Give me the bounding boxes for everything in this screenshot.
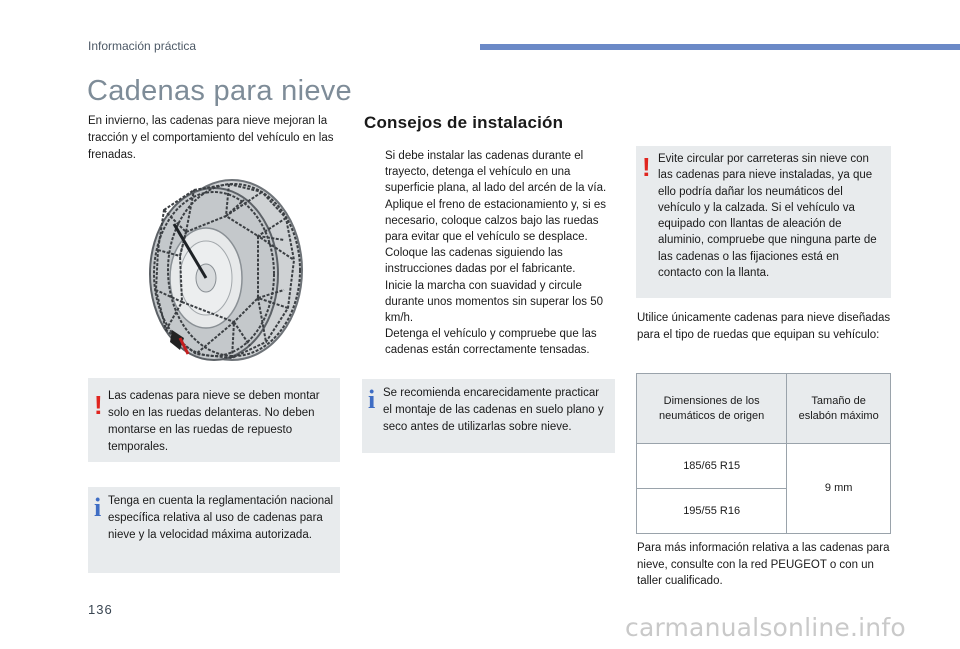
info-box-practice bbox=[362, 379, 615, 453]
warning-text-front-wheels: Las cadenas para nieve se deben montar solo en las ruedas delanteras. No deben montarse en las ruedas de repuesto temporales. bbox=[108, 390, 320, 453]
installation-steps bbox=[364, 148, 620, 359]
list-item: Si debe instalar las cadenas durante el trayecto, detenga el vehículo en una superficie plana, al lado del arcén de la vía. bbox=[385, 150, 607, 195]
tire-chain-size-table bbox=[636, 373, 891, 534]
info-box-regulation bbox=[88, 487, 340, 573]
list-item: Detenga el vehículo y compruebe que las cadenas están correctamente tensadas. bbox=[385, 328, 597, 357]
tire-size-cell: 195/55 R16 bbox=[637, 489, 787, 534]
page-number: 136 bbox=[88, 602, 113, 617]
list-item: Aplique el freno de estacionamiento y, si es necesario, coloque calzos bajo las ruedas para evitar que el vehículo se desplace. bbox=[385, 198, 606, 244]
section-label: Información práctica bbox=[88, 39, 197, 53]
info-icon: i bbox=[368, 385, 376, 414]
table-header-row bbox=[637, 374, 891, 444]
table-row bbox=[637, 444, 891, 489]
info-icon: i bbox=[94, 493, 102, 522]
snow-chain-wheel-illustration bbox=[134, 170, 306, 370]
installation-heading: Consejos de instalación bbox=[364, 113, 564, 132]
warning-box-front-wheels bbox=[88, 378, 340, 462]
more-info-text: Para más información relativa a las cadenas para nieve, consulte con la red PEUGEOT o con un taller cualificado. bbox=[637, 542, 890, 587]
warning-exclamation-icon: ! bbox=[94, 390, 103, 420]
list-item: Coloque las cadenas siguiendo las instrucciones dadas por el fabricante. bbox=[385, 247, 576, 276]
table-header-tire-dimensions: Dimensiones de los neumáticos de origen bbox=[637, 374, 787, 444]
info-text-regulation: Tenga en cuenta la reglamentación nacional específica relativa al uso de cadenas para nieve y la velocidad máxima autorizada. bbox=[108, 495, 334, 541]
warning-box-no-snow bbox=[636, 146, 891, 298]
intro-text: En invierno, las cadenas para nieve mejoran la tracción y el comportamiento del vehículo en las frenadas. bbox=[88, 115, 334, 161]
warning-exclamation-icon: ! bbox=[642, 152, 651, 182]
info-text-practice: Se recomienda encarecidamente practicar el montaje de las cadenas en suelo plano y seco antes de utilizarlas sobre nieve. bbox=[383, 387, 604, 433]
page-title: Cadenas para nieve bbox=[87, 75, 352, 107]
header-accent-bar bbox=[480, 44, 960, 50]
link-size-cell: 9 mm bbox=[787, 444, 891, 534]
usage-text: Utilice únicamente cadenas para nieve diseñadas para el tipo de ruedas que equipan su vehículo: bbox=[637, 312, 891, 341]
list-item: Inicie la marcha con suavidad y circule durante unos momentos sin superar los 50 km/h. bbox=[385, 279, 603, 325]
tire-size-cell: 185/65 R15 bbox=[637, 444, 787, 489]
warning-text-no-snow: Evite circular por carreteras sin nieve con las cadenas para nieve instaladas, ya que ello podría dañar los neumáticos del vehículo y la calzada. Si el vehículo va equipado con llantas de aleación de aluminio, compruebe que ninguna parte de las cadenas o las fijaciones está en contacto con la llanta. bbox=[658, 153, 877, 280]
table-header-link-size: Tamaño de eslabón máximo bbox=[787, 374, 891, 444]
watermark: carmanualsonline.info bbox=[625, 613, 906, 642]
